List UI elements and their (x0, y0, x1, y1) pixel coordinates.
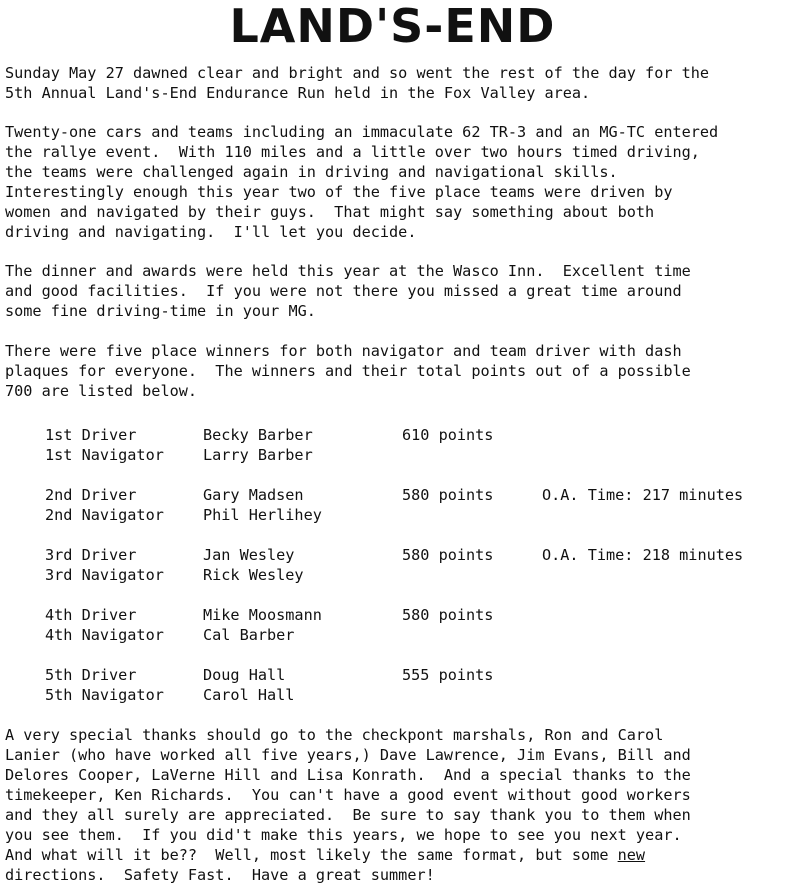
winner-entry-2 (0, 485, 785, 545)
driver-name: Doug Hall (203, 666, 286, 684)
driver-place-label: 5th Driver (45, 666, 137, 684)
page-title: LAND'S-END (229, 0, 556, 53)
event-paragraph: Twenty-one cars and teams including an immaculate 62 TR-3 and an MG-TC entered the rallye event. With 110 miles and a little over two hours timed driving, the teams were challenged again in driving and navigational skills. Interestingly enough this year two of the five place teams were driven by women and navigated by their guys. That might say something about both driving and navigating. I'll let you decide. (5, 123, 719, 241)
driver-place-label: 1st Driver (45, 426, 137, 444)
winner-entry-4 (0, 605, 785, 665)
winners-list (0, 425, 785, 725)
driver-place-label: 4th Driver (45, 606, 137, 624)
points-value: 580 points (402, 546, 494, 564)
navigator-name: Cal Barber (203, 626, 295, 644)
driver-name: Mike Moosmann (203, 606, 322, 624)
winner-entry-3 (0, 545, 785, 605)
overall-time: O.A. Time: 218 minutes (542, 546, 744, 564)
navigator-place-label: 4th Navigator (45, 626, 164, 644)
thanks-text: A very special thanks should go to the checkpont marshals, Ron and Carol Lanier (who have worked all five years,) Dave Lawrence, Jim Evans, Bill and Delores Cooper, LaVerne Hill and Lisa Konrath. And a special thanks to the timekeeper, Ken Richards. You can't have a good event without good workers and they all surely are appreciated. Be sure to say thank you to them when you see them. If you did't make this years, we hope to see you next year. And what will it be?? Well, most likely the same format, but some (5, 726, 691, 864)
points-value: 610 points (402, 426, 494, 444)
navigator-name: Larry Barber (203, 446, 313, 464)
points-value: 555 points (402, 666, 494, 684)
driver-place-label: 3rd Driver (45, 546, 137, 564)
thanks-text-end: directions. Safety Fast. Have a great summer! (5, 866, 435, 884)
winners-intro-paragraph: There were five place winners for both navigator and team driver with dash plaques for everyone. The winners and their total points out of a possible 700 are listed below. (5, 342, 691, 400)
navigator-name: Carol Hall (203, 686, 295, 704)
driver-name: Becky Barber (203, 426, 313, 444)
navigator-place-label: 2nd Navigator (45, 506, 164, 524)
intro-paragraph: Sunday May 27 dawned clear and bright and so went the rest of the day for the 5th Annual Land's-End Endurance Run held in the Fox Valley area. (5, 64, 710, 102)
underlined-word: new (617, 846, 646, 864)
overall-time: O.A. Time: 217 minutes (542, 486, 744, 504)
driver-name: Jan Wesley (203, 546, 295, 564)
navigator-name: Rick Wesley (203, 566, 304, 584)
points-value: 580 points (402, 486, 494, 504)
thanks-paragraph (5, 725, 780, 885)
winner-entry-1 (0, 425, 785, 485)
navigator-place-label: 3rd Navigator (45, 566, 164, 584)
driver-place-label: 2nd Driver (45, 486, 137, 504)
navigator-place-label: 5th Navigator (45, 686, 164, 704)
navigator-place-label: 1st Navigator (45, 446, 164, 464)
driver-name: Gary Madsen (203, 486, 304, 504)
points-value: 580 points (402, 606, 494, 624)
winner-entry-5 (0, 665, 785, 725)
dinner-paragraph: The dinner and awards were held this year at the Wasco Inn. Excellent time and good facilities. If you were not there you missed a great time around some fine driving-time in your MG. (5, 262, 691, 320)
navigator-name: Phil Herlihey (203, 506, 322, 524)
